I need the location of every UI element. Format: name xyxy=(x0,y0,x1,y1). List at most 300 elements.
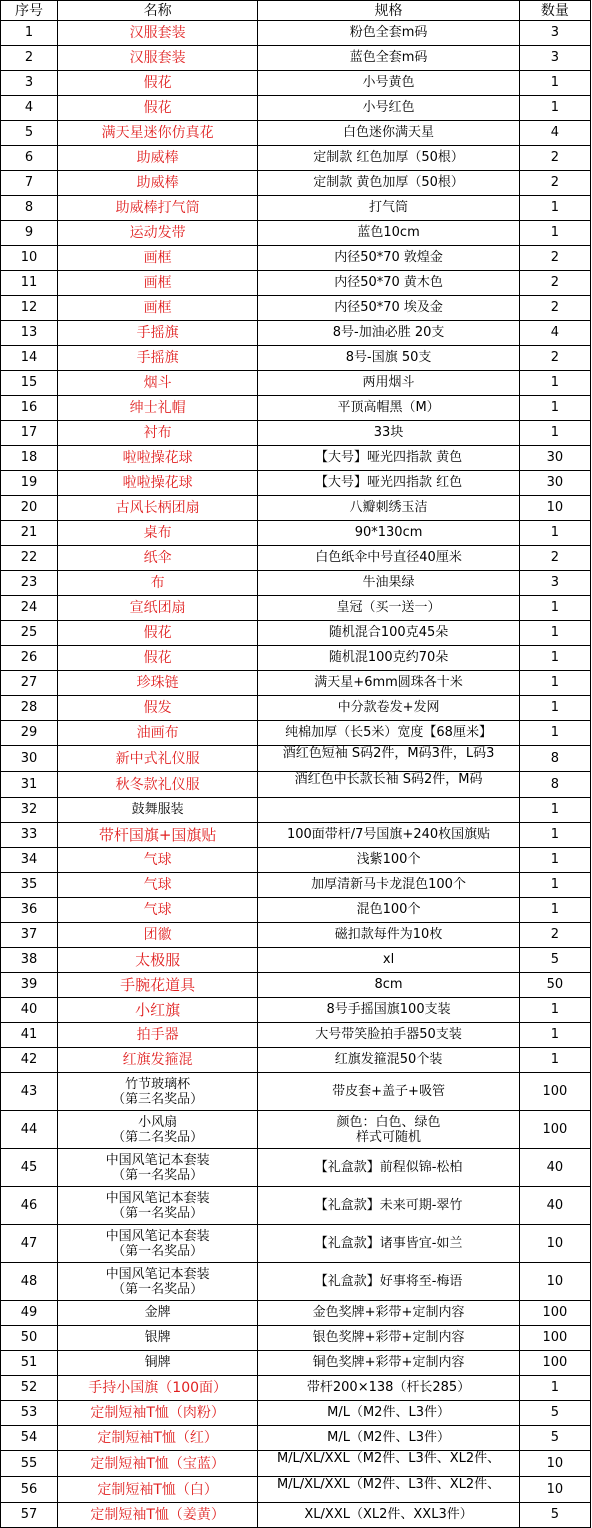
row-qty: 40 xyxy=(519,1187,590,1225)
row-qty: 2 xyxy=(519,923,590,948)
row-name xyxy=(57,1225,257,1263)
row-qty: 100 xyxy=(519,1111,590,1149)
row-name: 古风长柄团扇 xyxy=(57,496,257,521)
row-qty: 1 xyxy=(519,521,590,546)
header-seq: 序号 xyxy=(1,1,58,21)
table-row xyxy=(1,496,591,521)
row-seq: 26 xyxy=(1,646,58,671)
row-name: 定制短袖T恤（肉粉） xyxy=(57,1401,257,1426)
table-row xyxy=(1,646,591,671)
row-seq: 8 xyxy=(1,196,58,221)
row-name-line2: （第三名奖品） xyxy=(112,1091,204,1107)
table-row xyxy=(1,1023,591,1048)
row-seq: 18 xyxy=(1,446,58,471)
row-seq: 4 xyxy=(1,96,58,121)
row-seq: 39 xyxy=(1,973,58,998)
table-row xyxy=(1,1149,591,1187)
table-row xyxy=(1,823,591,848)
row-seq: 50 xyxy=(1,1326,58,1351)
row-name: 拍手器 xyxy=(57,1023,257,1048)
row-seq: 16 xyxy=(1,396,58,421)
row-name: 烟斗 xyxy=(57,371,257,396)
row-spec-text: M/L/XL/XXL（M2件、L3件、XL2件、 xyxy=(276,1477,501,1492)
table-row xyxy=(1,671,591,696)
row-name: 助威棒 xyxy=(57,146,257,171)
row-qty: 50 xyxy=(519,973,590,998)
row-name: 手摇旗 xyxy=(57,346,257,371)
row-seq: 31 xyxy=(1,772,58,798)
row-seq: 41 xyxy=(1,1023,58,1048)
row-name: 画框 xyxy=(57,271,257,296)
row-seq: 15 xyxy=(1,371,58,396)
row-seq: 42 xyxy=(1,1048,58,1073)
table-row xyxy=(1,973,591,998)
row-spec: xl xyxy=(258,948,519,973)
row-spec: 8号手摇国旗100支装 xyxy=(258,998,519,1023)
row-spec: XL/XXL（XL2件、XXL3件） xyxy=(258,1503,519,1528)
row-spec: 随机混100克约70朵 xyxy=(258,646,519,671)
row-qty: 4 xyxy=(519,321,590,346)
row-qty: 5 xyxy=(519,948,590,973)
table-row xyxy=(1,121,591,146)
row-name: 假发 xyxy=(57,696,257,721)
row-seq: 43 xyxy=(1,1073,58,1111)
row-seq: 3 xyxy=(1,71,58,96)
row-qty: 5 xyxy=(519,1503,590,1528)
header-row xyxy=(1,1,591,21)
row-qty: 1 xyxy=(519,396,590,421)
table-row xyxy=(1,1503,591,1528)
row-spec: 浅紫100个 xyxy=(258,848,519,873)
row-spec: 金色奖牌+彩带+定制内容 xyxy=(258,1301,519,1326)
row-qty: 1 xyxy=(519,71,590,96)
row-spec: 定制款 黄色加厚（50根） xyxy=(258,171,519,196)
row-name: 纸伞 xyxy=(57,546,257,571)
row-name: 假花 xyxy=(57,621,257,646)
row-name: 定制短袖T恤（姜黄） xyxy=(57,1503,257,1528)
table-row xyxy=(1,596,591,621)
row-qty: 30 xyxy=(519,446,590,471)
row-seq: 35 xyxy=(1,873,58,898)
row-spec: 内径50*70 黄木色 xyxy=(258,271,519,296)
row-qty: 10 xyxy=(519,1263,590,1301)
table-row xyxy=(1,1263,591,1301)
table-row xyxy=(1,1401,591,1426)
row-name-line2: （第一名奖品） xyxy=(112,1205,204,1221)
row-seq: 14 xyxy=(1,346,58,371)
row-name: 手腕花道具 xyxy=(57,973,257,998)
row-name xyxy=(57,1187,257,1225)
row-name: 定制短袖T恤（白） xyxy=(57,1477,257,1503)
table-row xyxy=(1,421,591,446)
row-seq: 44 xyxy=(1,1111,58,1149)
row-spec-text: 酒红色中长款长袖 S码2件，M码 xyxy=(294,772,483,787)
row-seq: 34 xyxy=(1,848,58,873)
table-row xyxy=(1,546,591,571)
row-qty: 1 xyxy=(519,421,590,446)
row-spec: 纯棉加厚（长5米）宽度【68厘米】 xyxy=(258,721,519,746)
row-qty: 10 xyxy=(519,1225,590,1263)
row-spec: 8cm xyxy=(258,973,519,998)
row-name: 满天星迷你仿真花 xyxy=(57,121,257,146)
table-row xyxy=(1,371,591,396)
table-row xyxy=(1,1376,591,1401)
row-name: 助威棒 xyxy=(57,171,257,196)
row-spec xyxy=(258,1451,519,1477)
row-seq: 52 xyxy=(1,1376,58,1401)
table-row xyxy=(1,346,591,371)
row-spec: 【大号】哑光四指款 黄色 xyxy=(258,446,519,471)
row-spec: 大号带笑脸拍手器50支装 xyxy=(258,1023,519,1048)
row-qty: 4 xyxy=(519,121,590,146)
row-name: 画框 xyxy=(57,246,257,271)
row-seq: 21 xyxy=(1,521,58,546)
table-row xyxy=(1,46,591,71)
row-name: 秋冬款礼仪服 xyxy=(57,772,257,798)
row-spec: 平顶高帽黑（M） xyxy=(258,396,519,421)
row-seq: 22 xyxy=(1,546,58,571)
row-seq: 56 xyxy=(1,1477,58,1503)
row-name-line1: 中国风笔记本套装 xyxy=(105,1190,210,1206)
table-row xyxy=(1,798,591,823)
row-name: 气球 xyxy=(57,898,257,923)
row-name: 啦啦操花球 xyxy=(57,471,257,496)
row-qty: 2 xyxy=(519,146,590,171)
row-qty: 100 xyxy=(519,1351,590,1376)
row-qty: 2 xyxy=(519,271,590,296)
row-seq: 33 xyxy=(1,823,58,848)
row-spec: 内径50*70 埃及金 xyxy=(258,296,519,321)
row-seq: 46 xyxy=(1,1187,58,1225)
row-name: 铜牌 xyxy=(57,1351,257,1376)
row-spec: 33块 xyxy=(258,421,519,446)
row-seq: 45 xyxy=(1,1149,58,1187)
row-name-line1: 小风扇 xyxy=(138,1114,178,1130)
row-spec: 蓝色全套m码 xyxy=(258,46,519,71)
table-row xyxy=(1,1351,591,1376)
row-qty: 30 xyxy=(519,471,590,496)
row-qty: 1 xyxy=(519,1023,590,1048)
row-name: 布 xyxy=(57,571,257,596)
row-qty: 3 xyxy=(519,571,590,596)
row-name: 太极服 xyxy=(57,948,257,973)
row-qty: 1 xyxy=(519,798,590,823)
row-qty: 2 xyxy=(519,171,590,196)
row-spec: 铜色奖牌+彩带+定制内容 xyxy=(258,1351,519,1376)
row-qty: 1 xyxy=(519,1376,590,1401)
table-row xyxy=(1,696,591,721)
table-row xyxy=(1,1451,591,1477)
row-spec: 8号-加油必胜 20支 xyxy=(258,321,519,346)
table-row xyxy=(1,146,591,171)
table-row xyxy=(1,196,591,221)
row-qty: 8 xyxy=(519,746,590,772)
row-spec: 八瓣刺绣玉洁 xyxy=(258,496,519,521)
row-name-line2: （第一名奖品） xyxy=(112,1243,204,1259)
table-row xyxy=(1,898,591,923)
table-row xyxy=(1,746,591,772)
row-qty: 2 xyxy=(519,246,590,271)
row-seq: 23 xyxy=(1,571,58,596)
row-spec xyxy=(258,772,519,798)
row-spec xyxy=(258,1111,519,1149)
row-seq: 57 xyxy=(1,1503,58,1528)
row-spec: 粉色全套m码 xyxy=(258,21,519,46)
row-qty: 1 xyxy=(519,621,590,646)
row-spec-text: M/L/XL/XXL（M2件、L3件、XL2件、 xyxy=(276,1451,501,1466)
row-qty: 1 xyxy=(519,196,590,221)
row-spec: 白色迷你满天星 xyxy=(258,121,519,146)
row-spec: 混色100个 xyxy=(258,898,519,923)
row-qty: 1 xyxy=(519,221,590,246)
header-qty: 数量 xyxy=(519,1,590,21)
table-row xyxy=(1,873,591,898)
row-name: 气球 xyxy=(57,848,257,873)
row-seq: 29 xyxy=(1,721,58,746)
table-row xyxy=(1,772,591,798)
row-spec: 带皮套+盖子+吸管 xyxy=(258,1073,519,1111)
row-spec: 牛油果绿 xyxy=(258,571,519,596)
table-row xyxy=(1,296,591,321)
row-spec: 随机混合100克45朵 xyxy=(258,621,519,646)
table-row xyxy=(1,446,591,471)
row-spec: 内径50*70 敦煌金 xyxy=(258,246,519,271)
row-spec: 满天星+6mm圆珠各十米 xyxy=(258,671,519,696)
row-qty: 40 xyxy=(519,1149,590,1187)
row-spec: 【礼盒款】未来可期-翠竹 xyxy=(258,1187,519,1225)
row-seq: 11 xyxy=(1,271,58,296)
row-name-line1: 中国风笔记本套装 xyxy=(105,1152,210,1168)
row-name: 气球 xyxy=(57,873,257,898)
row-seq: 10 xyxy=(1,246,58,271)
row-seq: 47 xyxy=(1,1225,58,1263)
row-seq: 40 xyxy=(1,998,58,1023)
row-name: 小红旗 xyxy=(57,998,257,1023)
row-name: 定制短袖T恤（宝蓝） xyxy=(57,1451,257,1477)
row-spec: 红旗发箍混50个装 xyxy=(258,1048,519,1073)
table-row xyxy=(1,1225,591,1263)
row-seq: 28 xyxy=(1,696,58,721)
row-qty: 5 xyxy=(519,1426,590,1451)
row-name: 手持小国旗（100面） xyxy=(57,1376,257,1401)
table-row xyxy=(1,1073,591,1111)
row-spec: M/L（M2件、L3件） xyxy=(258,1401,519,1426)
row-name: 桌布 xyxy=(57,521,257,546)
row-spec xyxy=(258,798,519,823)
table-row xyxy=(1,1048,591,1073)
table-row xyxy=(1,848,591,873)
row-spec: 【礼盒款】诸事皆宜-如兰 xyxy=(258,1225,519,1263)
row-qty: 3 xyxy=(519,46,590,71)
table-row xyxy=(1,71,591,96)
row-name-line1: 中国风笔记本套装 xyxy=(105,1266,210,1282)
row-seq: 53 xyxy=(1,1401,58,1426)
row-qty: 1 xyxy=(519,721,590,746)
row-spec: 白色纸伞中号直径40厘米 xyxy=(258,546,519,571)
row-name: 汉服套装 xyxy=(57,46,257,71)
row-name: 红旗发箍混 xyxy=(57,1048,257,1073)
row-qty: 10 xyxy=(519,1477,590,1503)
row-qty: 8 xyxy=(519,772,590,798)
row-seq: 5 xyxy=(1,121,58,146)
table-row xyxy=(1,923,591,948)
row-spec: 【大号】哑光四指款 红色 xyxy=(258,471,519,496)
table-row xyxy=(1,571,591,596)
row-qty: 1 xyxy=(519,646,590,671)
table-row xyxy=(1,271,591,296)
row-seq: 13 xyxy=(1,321,58,346)
row-seq: 24 xyxy=(1,596,58,621)
row-name: 汉服套装 xyxy=(57,21,257,46)
row-name: 啦啦操花球 xyxy=(57,446,257,471)
row-seq: 17 xyxy=(1,421,58,446)
row-name: 宣纸团扇 xyxy=(57,596,257,621)
row-spec: 两用烟斗 xyxy=(258,371,519,396)
row-name: 手摇旗 xyxy=(57,321,257,346)
row-spec-line2: 样式可随机 xyxy=(356,1129,422,1145)
row-seq: 32 xyxy=(1,798,58,823)
row-spec: 蓝色10cm xyxy=(258,221,519,246)
row-name: 新中式礼仪服 xyxy=(57,746,257,772)
row-spec xyxy=(258,1477,519,1503)
row-seq: 12 xyxy=(1,296,58,321)
row-seq: 37 xyxy=(1,923,58,948)
row-qty: 10 xyxy=(519,1451,590,1477)
row-name-line2: （第二名奖品） xyxy=(112,1129,204,1145)
table-row xyxy=(1,1326,591,1351)
table-row xyxy=(1,246,591,271)
row-seq: 7 xyxy=(1,171,58,196)
row-seq: 25 xyxy=(1,621,58,646)
row-name xyxy=(57,1263,257,1301)
row-name: 团徽 xyxy=(57,923,257,948)
row-seq: 6 xyxy=(1,146,58,171)
row-name-line1: 中国风笔记本套装 xyxy=(105,1228,210,1244)
row-name-line2: （第一名奖品） xyxy=(112,1167,204,1183)
row-name: 假花 xyxy=(57,71,257,96)
row-seq: 27 xyxy=(1,671,58,696)
row-qty: 100 xyxy=(519,1301,590,1326)
row-qty: 1 xyxy=(519,96,590,121)
row-spec: 小号红色 xyxy=(258,96,519,121)
row-name-line1: 竹节玻璃杯 xyxy=(125,1076,191,1092)
row-qty: 5 xyxy=(519,1401,590,1426)
row-seq: 54 xyxy=(1,1426,58,1451)
row-qty: 1 xyxy=(519,696,590,721)
table-row xyxy=(1,1426,591,1451)
row-qty: 2 xyxy=(519,346,590,371)
table-row xyxy=(1,321,591,346)
row-spec: 中分款卷发+发网 xyxy=(258,696,519,721)
row-qty: 100 xyxy=(519,1326,590,1351)
row-name: 衬布 xyxy=(57,421,257,446)
table-row xyxy=(1,21,591,46)
row-name-line2: （第一名奖品） xyxy=(112,1281,204,1297)
row-name: 运动发带 xyxy=(57,221,257,246)
row-seq: 36 xyxy=(1,898,58,923)
row-spec: 90*130cm xyxy=(258,521,519,546)
row-seq: 9 xyxy=(1,221,58,246)
row-seq: 38 xyxy=(1,948,58,973)
row-name: 画框 xyxy=(57,296,257,321)
row-name: 定制短袖T恤（红） xyxy=(57,1426,257,1451)
row-name: 助威棒打气筒 xyxy=(57,196,257,221)
row-seq: 20 xyxy=(1,496,58,521)
row-spec: 打气筒 xyxy=(258,196,519,221)
row-name xyxy=(57,1073,257,1111)
row-spec: 小号黄色 xyxy=(258,71,519,96)
table-row xyxy=(1,1187,591,1225)
row-spec-line1: 颜色：白色、绿色 xyxy=(336,1114,441,1130)
row-name: 假花 xyxy=(57,96,257,121)
row-name: 带杆国旗+国旗贴 xyxy=(57,823,257,848)
header-spec: 规格 xyxy=(258,1,519,21)
row-spec: 皇冠（买一送一） xyxy=(258,596,519,621)
row-spec: 8号-国旗 50支 xyxy=(258,346,519,371)
row-qty: 1 xyxy=(519,998,590,1023)
table-row xyxy=(1,221,591,246)
row-qty: 10 xyxy=(519,496,590,521)
row-qty: 3 xyxy=(519,21,590,46)
row-name: 假花 xyxy=(57,646,257,671)
row-qty: 1 xyxy=(519,596,590,621)
row-name: 鼓舞服装 xyxy=(57,798,257,823)
row-name: 绅士礼帽 xyxy=(57,396,257,421)
row-spec-text: 酒红色短袖 S码2件，M码3件，L码3 xyxy=(282,746,495,761)
header-name: 名称 xyxy=(57,1,257,21)
row-spec: 磁扣款每件为10枚 xyxy=(258,923,519,948)
table-row xyxy=(1,96,591,121)
row-seq: 1 xyxy=(1,21,58,46)
row-qty: 100 xyxy=(519,1073,590,1111)
row-spec: 100面带杆/7号国旗+240枚国旗贴 xyxy=(258,823,519,848)
row-name: 金牌 xyxy=(57,1301,257,1326)
row-spec: 【礼盒款】前程似锦-松柏 xyxy=(258,1149,519,1187)
row-seq: 55 xyxy=(1,1451,58,1477)
table-row xyxy=(1,721,591,746)
row-spec: 银色奖牌+彩带+定制内容 xyxy=(258,1326,519,1351)
row-seq: 19 xyxy=(1,471,58,496)
row-seq: 2 xyxy=(1,46,58,71)
row-qty: 1 xyxy=(519,848,590,873)
row-spec: 带杆200×138（杆长285） xyxy=(258,1376,519,1401)
table-row xyxy=(1,621,591,646)
row-qty: 2 xyxy=(519,296,590,321)
row-name: 珍珠链 xyxy=(57,671,257,696)
table-row xyxy=(1,396,591,421)
row-spec xyxy=(258,746,519,772)
row-qty: 2 xyxy=(519,546,590,571)
row-spec: 加厚清新马卡龙混色100个 xyxy=(258,873,519,898)
table-row xyxy=(1,998,591,1023)
table-row xyxy=(1,171,591,196)
row-qty: 1 xyxy=(519,823,590,848)
table-row xyxy=(1,471,591,496)
table-body xyxy=(1,21,591,1528)
row-name: 油画布 xyxy=(57,721,257,746)
row-qty: 1 xyxy=(519,671,590,696)
row-qty: 1 xyxy=(519,1048,590,1073)
row-spec: M/L（M2件、L3件） xyxy=(258,1426,519,1451)
row-spec: 定制款 红色加厚（50根） xyxy=(258,146,519,171)
row-seq: 30 xyxy=(1,746,58,772)
table-row xyxy=(1,1477,591,1503)
table-row xyxy=(1,521,591,546)
table-row xyxy=(1,1111,591,1149)
row-name xyxy=(57,1149,257,1187)
row-qty: 1 xyxy=(519,898,590,923)
row-name xyxy=(57,1111,257,1149)
